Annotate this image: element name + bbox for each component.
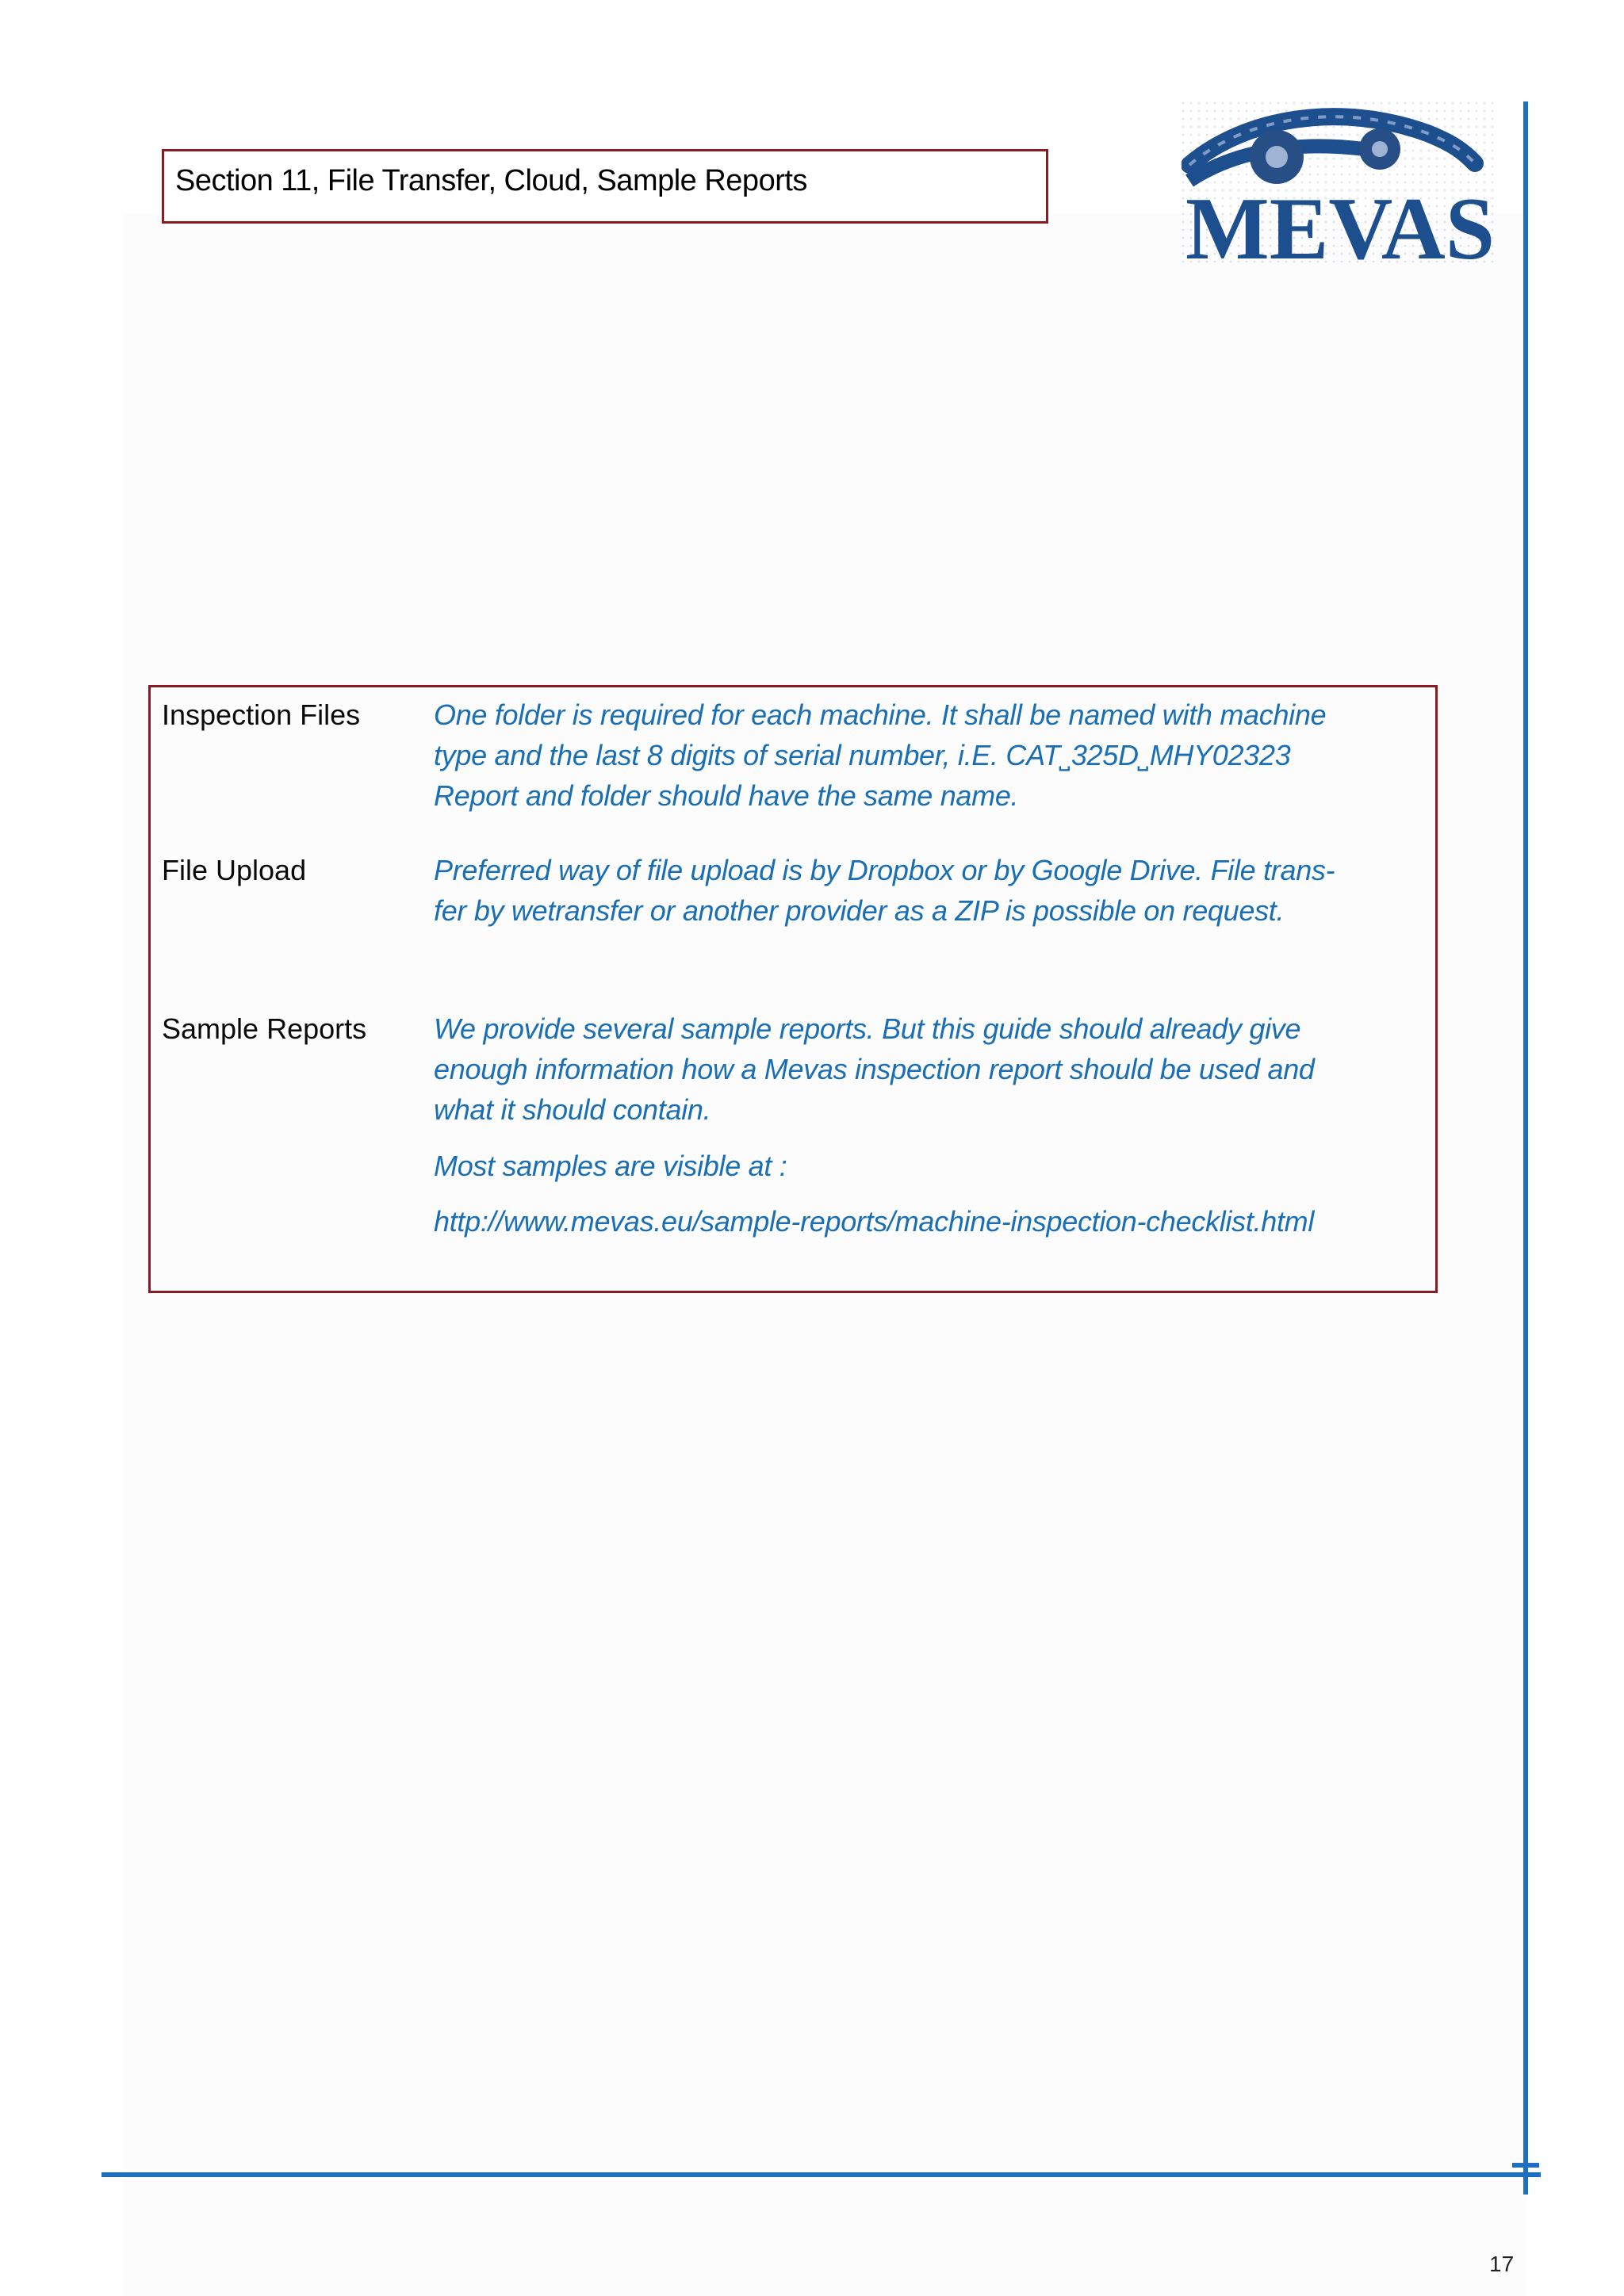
mevas-logo	[1182, 101, 1499, 268]
text-line: Preferred way of file upload is by Dropbox or by Google Drive. File trans-	[434, 854, 1335, 886]
text-line: fer by wetransfer or another provider as a ZIP is possible on request.	[434, 894, 1285, 927]
right-margin-rule	[1523, 101, 1528, 2195]
sample-reports-link[interactable]	[434, 1201, 1401, 1242]
url-link[interactable]: http://www.mevas.eu/sample-reports/machine-inspection-checklist.html	[434, 1205, 1315, 1238]
bottom-margin-rule	[102, 2172, 1541, 2177]
rule-corner-tick	[1512, 2163, 1539, 2168]
row-text-file-upload	[434, 850, 1401, 931]
page-number: 17	[1489, 2252, 1515, 2276]
row-label-file-upload: File Upload	[162, 854, 307, 886]
text-line: what it should contain.	[434, 1093, 711, 1126]
mevas-logo-graphic	[1182, 101, 1499, 268]
row-label-inspection-files: Inspection Files	[162, 698, 361, 731]
row-text-inspection-files	[434, 695, 1401, 816]
text-line: One folder is required for each machine. It shall be named with machine	[434, 698, 1327, 731]
section-title: Section 11, File Transfer, Cloud, Sample Reports	[175, 164, 807, 197]
section-header-box	[162, 149, 1048, 224]
logo-wordmark: MEVAS	[1185, 180, 1495, 268]
row-text-sample-reports	[434, 1008, 1401, 1130]
text-line: Most samples are visible at :	[434, 1150, 787, 1182]
text-line: Report and folder should have the same name.	[434, 779, 1019, 812]
text-line: We provide several sample reports. But this guide should already give	[434, 1012, 1301, 1045]
info-box	[148, 685, 1438, 1293]
samples-visible-text	[434, 1146, 1401, 1186]
text-line: enough information how a Mevas inspection report should be used and	[434, 1053, 1315, 1085]
text-line: type and the last 8 digits of serial number, i.E. CAT˽325D˽MHY02323	[434, 739, 1291, 771]
row-label-sample-reports: Sample Reports	[162, 1012, 367, 1045]
